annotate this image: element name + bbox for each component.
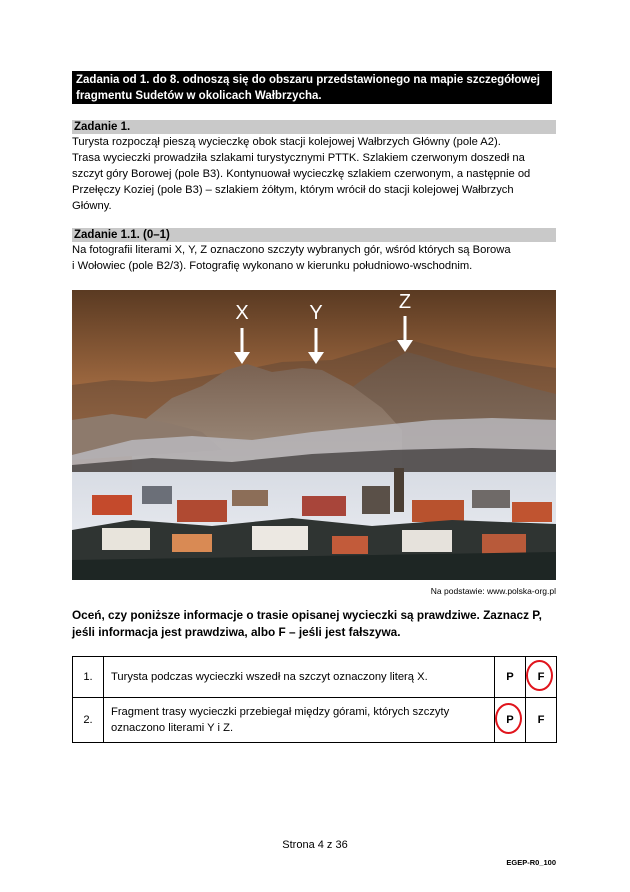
task-1-line: Przełęczy Koziej (pole B3) – szlakiem żółtym, którym wrócił do stacji kolejowej Wałbrzych (72, 184, 514, 196)
intro-line-2: fragmentu Sudetów w okolicach Wałbrzycha. (76, 90, 322, 102)
mountain-photo (72, 290, 556, 580)
option-p[interactable] (495, 698, 526, 743)
statement-line: oznaczono literami Y i Z. (111, 722, 234, 734)
instruction-line: jeśli informacja jest prawdziwa, albo F – jeśli jest fałszywa. (72, 625, 401, 639)
answer-circle-mark (495, 703, 522, 734)
option-p[interactable] (495, 657, 526, 698)
task-1-text (72, 134, 558, 214)
option-f[interactable] (526, 657, 557, 698)
table-row (73, 657, 557, 698)
intro-banner (72, 71, 552, 104)
instruction-line: Oceń, czy poniższe informacje o trasie opisanej wycieczki są prawdziwe. Zaznacz P, (72, 608, 542, 622)
table-row (73, 698, 557, 743)
task-1-line: Trasa wycieczki prowadziła szlakami turystycznymi PTTK. Szlakiem czerwonym doszedł na (72, 152, 525, 164)
page-number: Strona 4 z 36 (282, 839, 348, 851)
task-1-1-text (72, 242, 558, 274)
photo-credit: Na podstawie: www.polska-org.pl (430, 586, 556, 596)
task-1-line: szczyt góry Borowej (pole B3). Kontynuował wycieczkę szlakiem czerwonym, a następnie od (72, 168, 531, 180)
statement-cell (104, 657, 495, 698)
photo-label-x: X (235, 302, 249, 324)
task-1-header: Zadanie 1. (72, 120, 556, 134)
true-false-table (72, 656, 557, 743)
statement-cell (104, 698, 495, 743)
row-number: 1. (73, 657, 104, 698)
task-1-line: Główny. (72, 200, 112, 212)
option-f[interactable] (526, 698, 557, 743)
instruction-text (72, 607, 558, 641)
statement-line: Turysta podczas wycieczki wszedł na szczyt oznaczony literą X. (111, 671, 428, 683)
answer-circle-mark (526, 660, 553, 691)
option-f-label: F (537, 714, 545, 726)
option-p-label: P (506, 671, 514, 683)
option-f-label: F (537, 671, 545, 683)
statement-line: Fragment trasy wycieczki przebiegał między górami, których szczyty (111, 706, 450, 718)
photo-label-z: Z (398, 291, 412, 313)
task-1-line: Turysta rozpoczął pieszą wycieczkę obok stacji kolejowej Wałbrzych Główny (pole A2). (72, 136, 501, 148)
task-1-1-header: Zadanie 1.1. (0–1) (72, 228, 556, 242)
option-p-label: P (506, 714, 514, 726)
photo-label-y: Y (309, 302, 323, 324)
row-number: 2. (73, 698, 104, 743)
task-1-1-line: Na fotografii literami X, Y, Z oznaczono szczyty wybranych gór, wśród których są Borowa (72, 244, 511, 256)
task-1-1-line: i Wołowiec (pole B2/3). Fotografię wykonano w kierunku południowo-wschodnim. (72, 260, 473, 272)
intro-line-1: Zadania od 1. do 8. odnoszą się do obszaru przedstawionego na mapie szczegółowej (76, 74, 540, 86)
exam-code: EGEP-R0_100 (506, 858, 556, 867)
